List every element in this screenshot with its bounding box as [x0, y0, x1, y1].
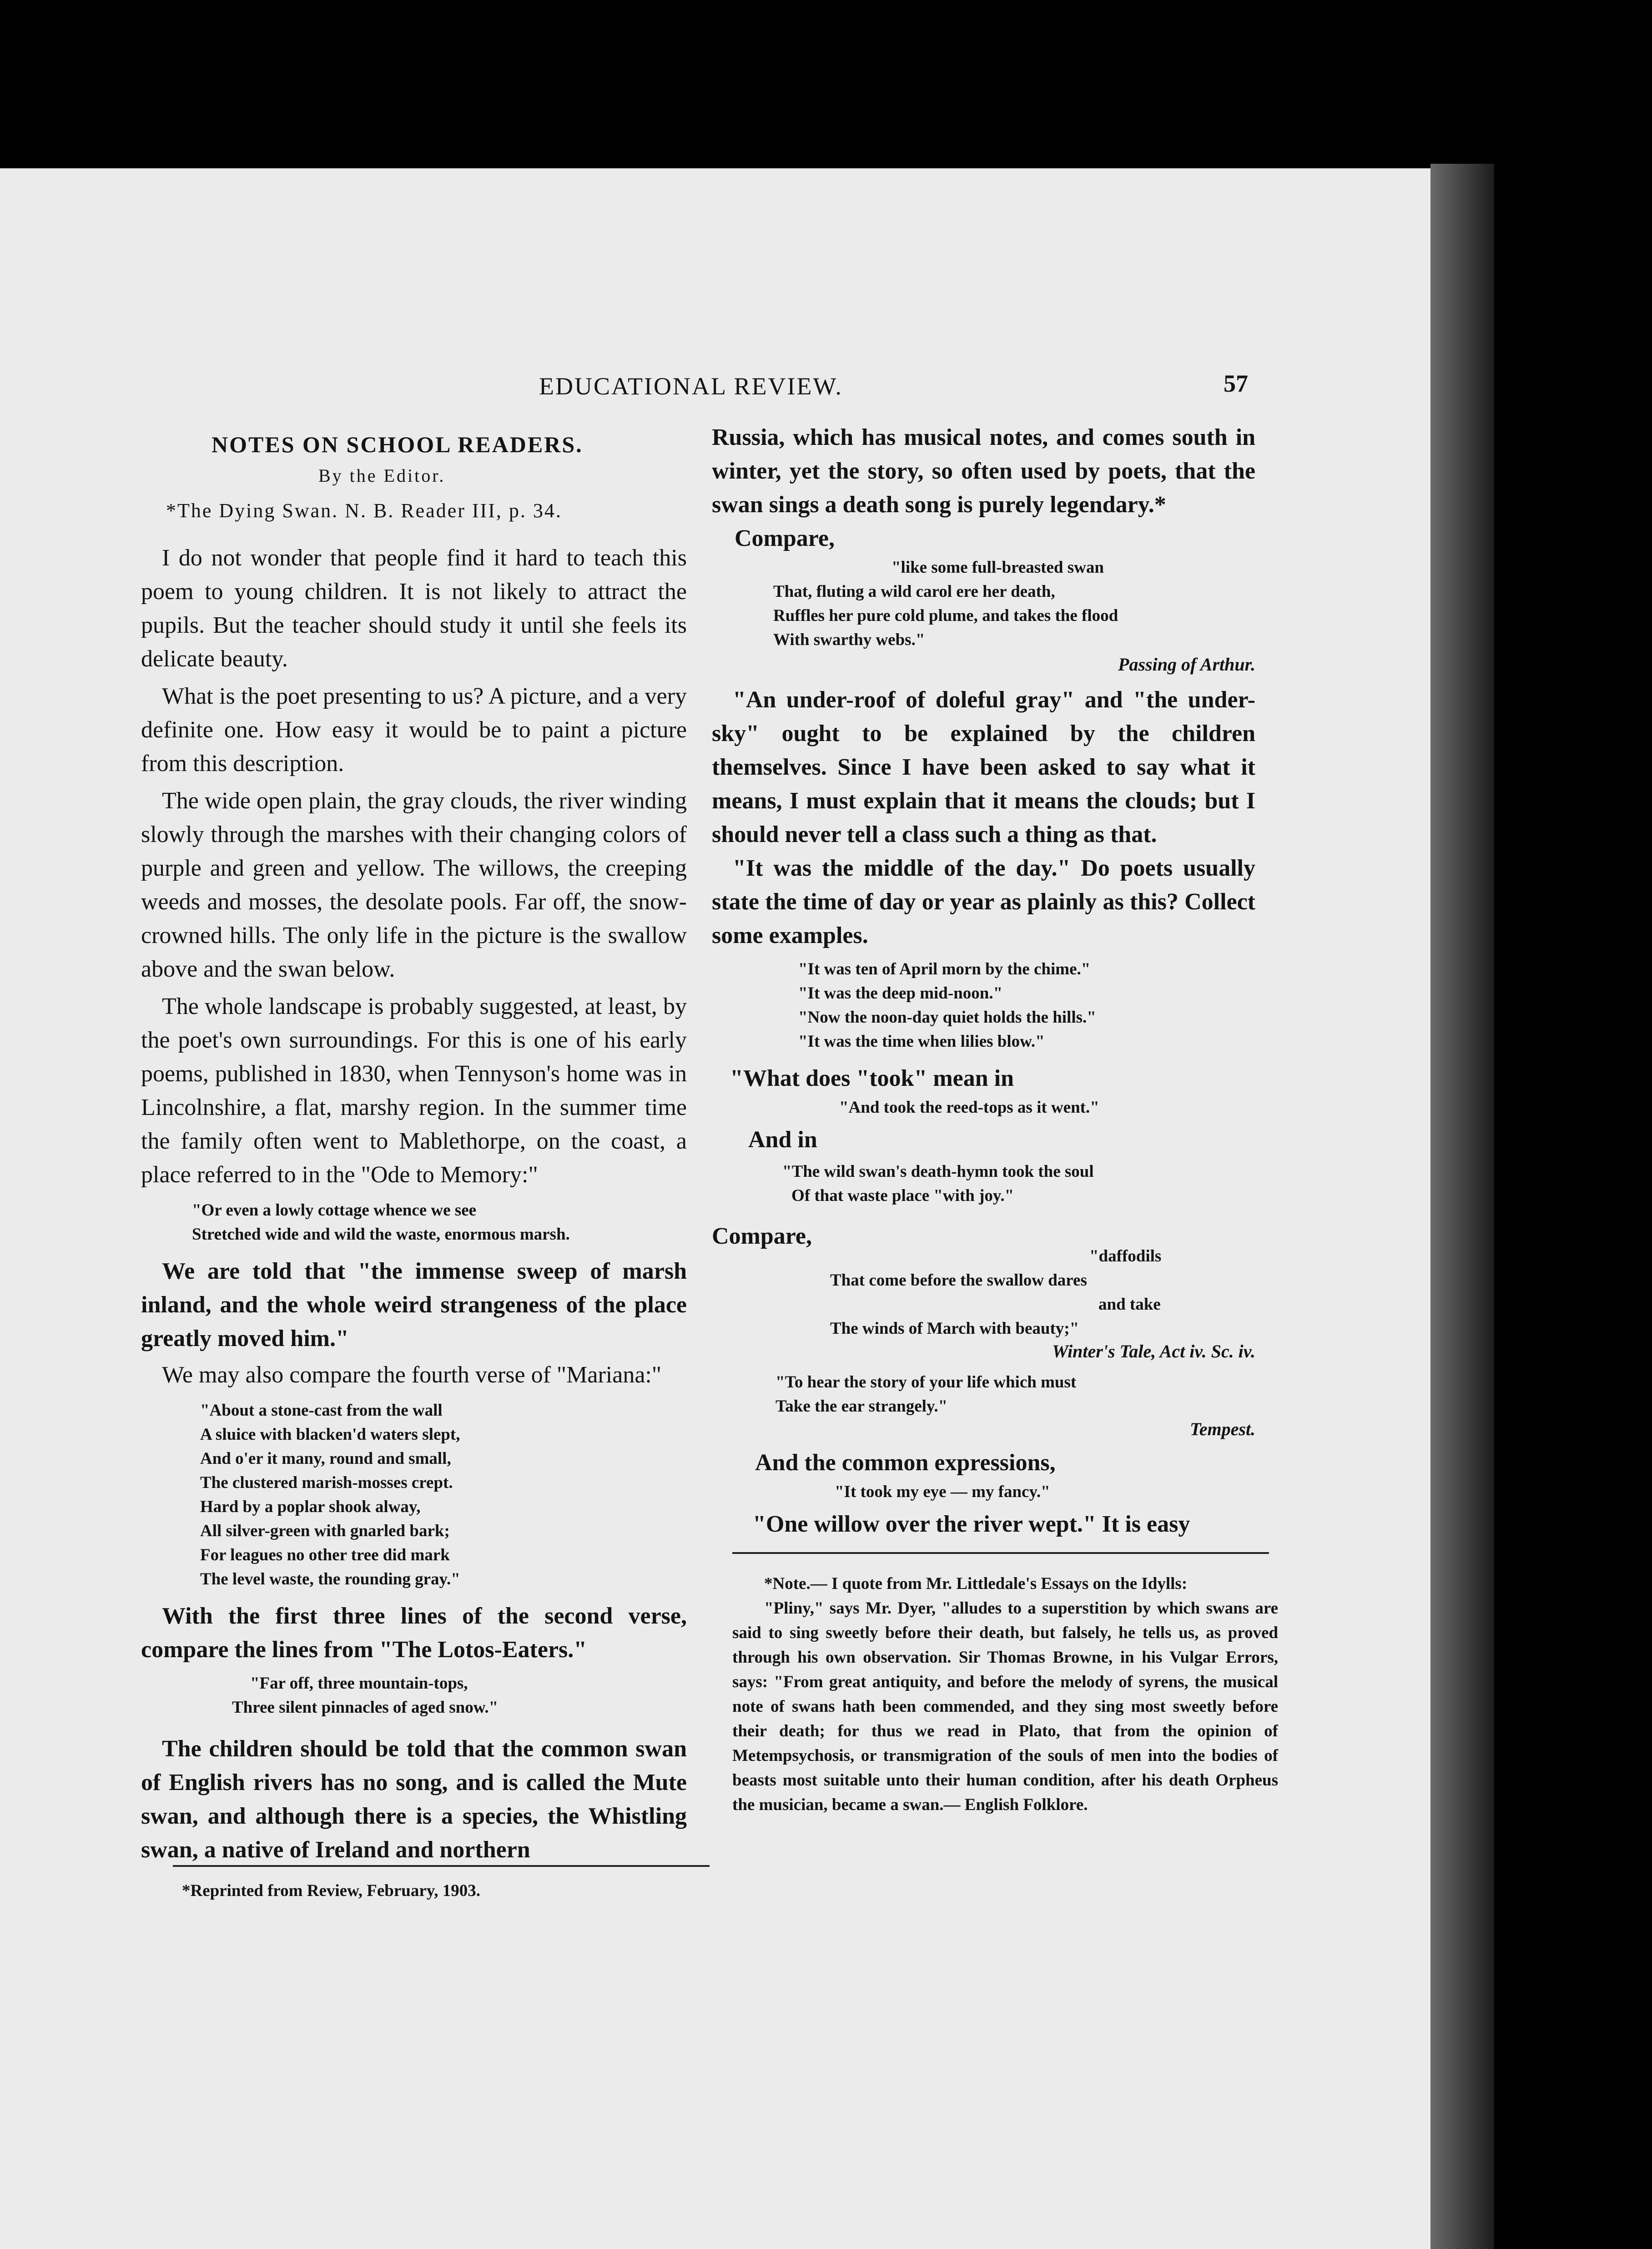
verse-line: and take	[1098, 1295, 1161, 1314]
verse-line: "And took the reed-tops as it went."	[839, 1098, 1099, 1117]
verse-line: That, fluting a wild carol ere her death,	[773, 582, 1055, 601]
paragraph: With the first three lines of the second verse, compare the lines from "The Lotos-Eaters."	[141, 1603, 687, 1663]
paragraph: "It was the middle of the day." Do poets usually state the time of day or year as plainly as this? Collect some examples.	[712, 855, 1255, 948]
verse-line: For leagues no other tree did mark	[200, 1546, 450, 1564]
article-title: NOTES ON SCHOOL READERS.	[212, 432, 583, 457]
verse-line: A sluice with blacken'd waters slept,	[200, 1425, 460, 1444]
verse-line: Of that waste place "with joy."	[791, 1186, 1014, 1205]
paragraph: Russia, which has musical notes, and comes south in winter, yet the story, so often used by poets, that the swan sings a death song is purely legendary.*	[712, 424, 1255, 518]
verse-line: "Now the noon-day quiet holds the hills."	[798, 1008, 1096, 1027]
quotation-lotos-eaters	[232, 1671, 687, 1720]
verse-line: The winds of March with beauty;"	[830, 1319, 1079, 1338]
verse-line: With swarthy webs."	[773, 630, 925, 649]
quotation-tempest	[776, 1370, 1255, 1418]
verse-line: "like some full-breasted swan	[891, 558, 1104, 577]
verse-line: "It was the deep mid-noon."	[798, 984, 1003, 1003]
verse-line: "Or even a lowly cottage whence we see	[192, 1201, 477, 1220]
paragraph: We may also compare the fourth verse of "Mariana:"	[162, 1362, 662, 1388]
verse-line: "To hear the story of your life which must	[776, 1373, 1077, 1392]
paragraph: I do not wonder that people find it hard to teach this poem to young children. It is not likely to attract the pupils. But the teacher should study it until she feels its delicate beauty.	[141, 545, 687, 672]
byline: By the Editor.	[318, 465, 446, 486]
paragraph: And the common expressions,	[755, 1450, 1056, 1476]
paragraph: The wide open plain, the gray clouds, the river winding slowly through the marshes with their changing colors of purple and green and yellow. The willows, the creeping weeds and mosses, the desolate pools. Far off, the snow-crowned hills. The only life in the picture is the swallow above and the swan below.	[141, 788, 687, 982]
footnote-quotation: "Pliny," says Mr. Dyer, "alludes to a superstition by which swans are said to sing sweetly before their death, but falsely, he tells us, as proved through his own observation. Sir Thomas Browne, in his Vulgar Errors, says: "From great antiquity, and before the melody of syrens, the musical note of swans hath been commended, and they sing most sweetly before their death; for thus we read in Plato, that from the opinion of Metempsychosis, or transmigration of the souls of men into the bodies of beasts most suitable unto their human condition, after his death Orpheus the musician, became a swan.— English Folklore.	[732, 1599, 1278, 1814]
verse-line: That come before the swallow dares	[830, 1271, 1087, 1290]
paragraph: "One willow over the river wept." It is easy	[753, 1511, 1190, 1537]
footnote-rule	[173, 1865, 710, 1867]
verse-line: The level waste, the rounding gray."	[200, 1570, 460, 1588]
source-citation: Passing of Arthur.	[1118, 654, 1255, 675]
page-number: 57	[1224, 370, 1248, 397]
paragraph: The whole landscape is probably suggested, at least, by the poet's own surroundings. For this is one of his early poems, published in 1830, when Tennyson's home was in Lincolnshire, a flat, marshy region. In the summer time the family often went to Mablethorpe, on the coast, a place referred to in the "Ode to Memory:"	[141, 993, 687, 1188]
book-edge-shadow	[1430, 164, 1494, 2249]
label-compare: Compare,	[735, 525, 835, 551]
quotation-death-hymn	[782, 1160, 1255, 1208]
verse-line: Three silent pinnacles of aged snow."	[232, 1698, 499, 1717]
source-citation: Tempest.	[1189, 1419, 1255, 1439]
verse-line: All silver-green with gnarled bark;	[200, 1522, 450, 1540]
right-footnote	[732, 1572, 1278, 1817]
verse-line: "The wild swan's death-hymn took the soul	[782, 1162, 1094, 1181]
label-and-in: And in	[748, 1127, 817, 1153]
verse-line: Stretched wide and wild the waste, enormous marsh.	[192, 1225, 570, 1244]
footnote: *Reprinted from Review, February, 1903.	[182, 1881, 480, 1900]
right-column	[712, 421, 1255, 1541]
running-header: EDUCATIONAL REVIEW.	[539, 373, 843, 400]
footnote-rule	[732, 1552, 1269, 1554]
quotation-mariana	[200, 1398, 687, 1591]
paragraph: The children should be told that the common swan of English rivers has no song, and is called the Mute swan, and although there is a species, the Whistling swan, a native of Ireland and northern	[141, 1736, 687, 1863]
paragraph: "An under-roof of doleful gray" and "the under-sky" ought to be explained by the children themselves. Since I have been asked to say what it means, I must explain that it means the clouds; but I should never tell a class such a thing as that.	[712, 687, 1255, 847]
quotation-examples	[798, 957, 1255, 1054]
verse-line: "It was ten of April morn by the chime."	[798, 960, 1091, 978]
paragraph: "What does "took" mean in	[730, 1065, 1014, 1091]
verse-line: Ruffles her pure cold plume, and takes the flood	[773, 606, 1118, 625]
paragraph: We are told that "the immense sweep of marsh inland, and the whole weird strangeness of the place greatly moved him."	[141, 1258, 687, 1351]
verse-line: Take the ear strangely."	[776, 1397, 948, 1416]
source-citation: Winter's Tale, Act iv. Sc. iv.	[1052, 1341, 1255, 1362]
paragraph: What is the poet presenting to us? A picture, and a very definite one. How easy it would be to paint a picture from this description.	[141, 683, 687, 777]
footnote-note: *Note.— I quote from Mr. Littledale's Essays on the Idylls:	[764, 1574, 1188, 1593]
verse-line: And o'er it many, round and small,	[200, 1449, 451, 1468]
verse-line: "daffodils	[1089, 1247, 1162, 1266]
quotation-passing-of-arthur	[773, 555, 1255, 652]
verse-line: "About a stone-cast from the wall	[200, 1401, 443, 1420]
label-compare: Compare,	[712, 1223, 812, 1249]
verse-line: "It was the time when lilies blow."	[798, 1032, 1045, 1051]
verse-line: The clustered marish-mosses crept.	[200, 1473, 453, 1492]
verse-line: "Far off, three mountain-tops,	[250, 1674, 468, 1693]
article-subject: *The Dying Swan. N. B. Reader III, p. 34.	[166, 499, 562, 522]
quotation-ode-to-memory	[192, 1198, 687, 1246]
quotation-winters-tale	[830, 1244, 1255, 1341]
verse-line: Hard by a poplar shook alway,	[200, 1498, 421, 1516]
left-column	[141, 541, 687, 1867]
verse-line: "It took my eye — my fancy."	[835, 1483, 1050, 1501]
